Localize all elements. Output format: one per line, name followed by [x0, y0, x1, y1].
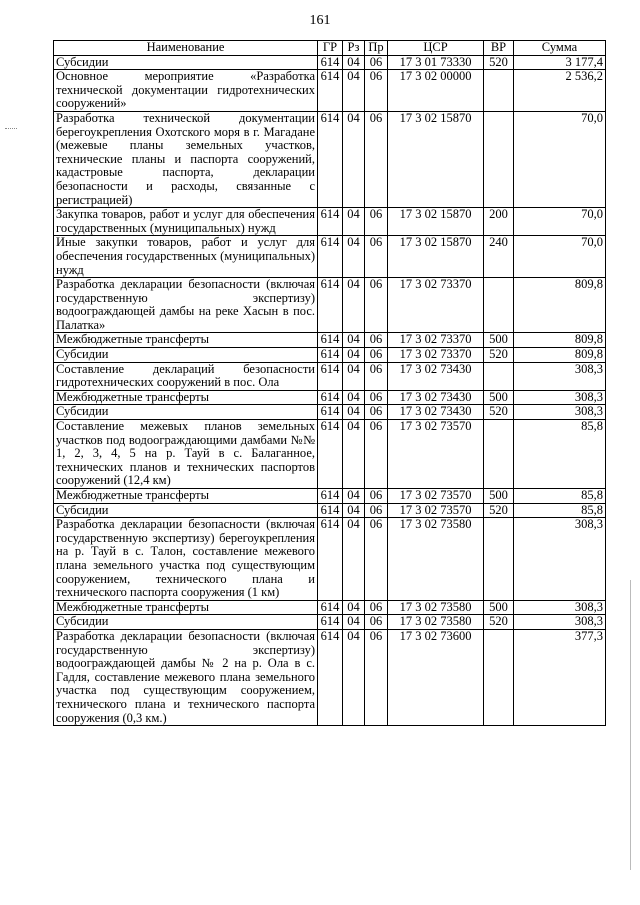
cell-name: Разработка декларации безопасности (включая государственную экспертизу) водоограждающей дамбы на реке Хасын в пос. Палатка»: [54, 278, 318, 333]
cell-vr: [484, 111, 514, 207]
table-row: [54, 348, 606, 363]
cell-gr: 614: [318, 333, 343, 348]
header-rz: Рз: [343, 41, 365, 56]
cell-vr: [484, 362, 514, 390]
cell-vr: [484, 278, 514, 333]
table-row: [54, 70, 606, 112]
header-vr: ВР: [484, 41, 514, 56]
cell-rz: 04: [343, 55, 365, 70]
cell-rz: 04: [343, 333, 365, 348]
cell-pr: 06: [365, 503, 388, 518]
cell-gr: 614: [318, 629, 343, 725]
cell-sum: 2 536,2: [514, 70, 606, 112]
cell-name: Субсидии: [54, 405, 318, 420]
cell-vr: 520: [484, 615, 514, 630]
cell-name: Межбюджетные трансферты: [54, 600, 318, 615]
table-row: [54, 362, 606, 390]
cell-csr: 17 3 02 73570: [388, 503, 484, 518]
scan-edge-line: [630, 580, 631, 870]
cell-name: Субсидии: [54, 503, 318, 518]
table-row: [54, 503, 606, 518]
cell-sum: 809,8: [514, 348, 606, 363]
cell-gr: 614: [318, 489, 343, 504]
cell-name: Межбюджетные трансферты: [54, 489, 318, 504]
cell-name: Субсидии: [54, 348, 318, 363]
cell-csr: 17 3 02 73430: [388, 390, 484, 405]
cell-rz: 04: [343, 600, 365, 615]
header-sum: Сумма: [514, 41, 606, 56]
cell-gr: 614: [318, 70, 343, 112]
cell-pr: 06: [365, 236, 388, 278]
cell-vr: [484, 629, 514, 725]
cell-rz: 04: [343, 70, 365, 112]
cell-sum: 308,3: [514, 405, 606, 420]
page-number: 161: [309, 13, 331, 28]
cell-vr: 500: [484, 333, 514, 348]
cell-sum: 809,8: [514, 333, 606, 348]
table-row: [54, 236, 606, 278]
cell-pr: 06: [365, 278, 388, 333]
cell-pr: 06: [365, 362, 388, 390]
table-row: [54, 55, 606, 70]
cell-sum: 308,3: [514, 600, 606, 615]
cell-gr: 614: [318, 615, 343, 630]
cell-pr: 06: [365, 70, 388, 112]
cell-pr: 06: [365, 489, 388, 504]
cell-rz: 04: [343, 390, 365, 405]
cell-sum: 70,0: [514, 111, 606, 207]
cell-pr: 06: [365, 348, 388, 363]
cell-name: Закупка товаров, работ и услуг для обеспечения государственных (муниципальных) нужд: [54, 208, 318, 236]
cell-rz: 04: [343, 278, 365, 333]
header-pr: Пр: [365, 41, 388, 56]
cell-sum: 85,8: [514, 503, 606, 518]
cell-pr: 06: [365, 420, 388, 489]
scan-artifact: [5, 128, 17, 130]
table-row: [54, 111, 606, 207]
table-body: [54, 55, 606, 726]
cell-pr: 06: [365, 518, 388, 601]
table-row: [54, 615, 606, 630]
cell-pr: 06: [365, 55, 388, 70]
cell-csr: 17 3 02 73370: [388, 333, 484, 348]
cell-gr: 614: [318, 236, 343, 278]
cell-rz: 04: [343, 420, 365, 489]
cell-rz: 04: [343, 629, 365, 725]
cell-vr: 240: [484, 236, 514, 278]
cell-vr: 500: [484, 390, 514, 405]
cell-sum: 809,8: [514, 278, 606, 333]
cell-csr: 17 3 02 73570: [388, 489, 484, 504]
cell-csr: 17 3 02 73600: [388, 629, 484, 725]
cell-sum: 308,3: [514, 518, 606, 601]
cell-name: Межбюджетные трансферты: [54, 390, 318, 405]
cell-csr: 17 3 02 73370: [388, 278, 484, 333]
cell-csr: 17 3 02 15870: [388, 208, 484, 236]
cell-pr: 06: [365, 333, 388, 348]
cell-gr: 614: [318, 362, 343, 390]
cell-gr: 614: [318, 405, 343, 420]
header-name: Наименование: [54, 41, 318, 56]
cell-pr: 06: [365, 600, 388, 615]
cell-vr: [484, 420, 514, 489]
cell-csr: 17 3 02 73430: [388, 405, 484, 420]
cell-gr: 614: [318, 503, 343, 518]
cell-name: Основное мероприятие «Разработка технической документации гидротехнических сооружений»: [54, 70, 318, 112]
table-row: [54, 405, 606, 420]
table-row: [54, 390, 606, 405]
cell-name: Субсидии: [54, 615, 318, 630]
cell-name: Межбюджетные трансферты: [54, 333, 318, 348]
budget-table: [53, 40, 606, 726]
cell-pr: 06: [365, 111, 388, 207]
cell-csr: 17 3 02 15870: [388, 111, 484, 207]
cell-name: Разработка декларации безопасности (включая государственную экспертизу) берегоукрепления на р. Тауй в с. Талон, составление межевого плана земельного участка под существующим сооружением, технического плана и технического паспорта сооружения (1 км): [54, 518, 318, 601]
cell-sum: 70,0: [514, 236, 606, 278]
table-row: [54, 518, 606, 601]
cell-sum: 308,3: [514, 362, 606, 390]
cell-gr: 614: [318, 348, 343, 363]
cell-vr: 500: [484, 600, 514, 615]
cell-gr: 614: [318, 518, 343, 601]
cell-csr: 17 3 02 73580: [388, 518, 484, 601]
cell-csr: 17 3 02 73580: [388, 615, 484, 630]
cell-vr: 520: [484, 405, 514, 420]
table-header-row: [54, 41, 606, 56]
cell-pr: 06: [365, 390, 388, 405]
cell-vr: 200: [484, 208, 514, 236]
cell-vr: 520: [484, 348, 514, 363]
cell-gr: 614: [318, 55, 343, 70]
cell-gr: 614: [318, 278, 343, 333]
cell-pr: 06: [365, 629, 388, 725]
cell-gr: 614: [318, 208, 343, 236]
header-csr: ЦСР: [388, 41, 484, 56]
cell-vr: 520: [484, 55, 514, 70]
cell-name: Составление деклараций безопасности гидротехнических сооружений в пос. Ола: [54, 362, 318, 390]
cell-rz: 04: [343, 503, 365, 518]
header-gr: ГР: [318, 41, 343, 56]
cell-rz: 04: [343, 518, 365, 601]
cell-pr: 06: [365, 405, 388, 420]
cell-sum: 377,3: [514, 629, 606, 725]
cell-name: Разработка декларации безопасности (включая государственную экспертизу) водоограждающей дамбы № 2 на р. Ола в с. Гадля, составление межевого плана земельного участка под существующим сооружением, технического плана и технического паспорта сооружения (0,3 км.): [54, 629, 318, 725]
cell-name: Составление межевых планов земельных участков под водоограждающими дамбами №№ 1, 2, 3, 4, 5 на р. Тауй в с. Балаганное, технических планов и технических паспортов сооружений (12,4 км): [54, 420, 318, 489]
cell-csr: 17 3 02 73370: [388, 348, 484, 363]
cell-rz: 04: [343, 236, 365, 278]
table-row: [54, 420, 606, 489]
cell-gr: 614: [318, 111, 343, 207]
cell-csr: 17 3 02 15870: [388, 236, 484, 278]
cell-sum: 3 177,4: [514, 55, 606, 70]
cell-vr: [484, 518, 514, 601]
cell-rz: 04: [343, 111, 365, 207]
cell-csr: 17 3 02 73580: [388, 600, 484, 615]
cell-name: Субсидии: [54, 55, 318, 70]
cell-rz: 04: [343, 208, 365, 236]
cell-sum: 308,3: [514, 615, 606, 630]
cell-rz: 04: [343, 348, 365, 363]
cell-sum: 308,3: [514, 390, 606, 405]
table-row: [54, 333, 606, 348]
cell-sum: 70,0: [514, 208, 606, 236]
cell-csr: 17 3 01 73330: [388, 55, 484, 70]
table-row: [54, 600, 606, 615]
cell-rz: 04: [343, 615, 365, 630]
cell-rz: 04: [343, 362, 365, 390]
table-row: [54, 629, 606, 725]
cell-sum: 85,8: [514, 420, 606, 489]
table-row: [54, 278, 606, 333]
cell-pr: 06: [365, 208, 388, 236]
cell-vr: 500: [484, 489, 514, 504]
cell-name: Разработка технической документации берегоукрепления Охотского моря в г. Магадане (межевые планы земельных участков, технические планы и паспорта сооружений, кадастровые паспорта, декларации безопасности и расходы, связанные с регистрацией): [54, 111, 318, 207]
table-row: [54, 208, 606, 236]
cell-csr: 17 3 02 73430: [388, 362, 484, 390]
cell-gr: 614: [318, 420, 343, 489]
cell-gr: 614: [318, 390, 343, 405]
table-row: [54, 489, 606, 504]
cell-vr: [484, 70, 514, 112]
cell-pr: 06: [365, 615, 388, 630]
cell-sum: 85,8: [514, 489, 606, 504]
cell-gr: 614: [318, 600, 343, 615]
cell-name: Иные закупки товаров, работ и услуг для обеспечения государственных (муниципальных) нужд: [54, 236, 318, 278]
cell-rz: 04: [343, 489, 365, 504]
cell-rz: 04: [343, 405, 365, 420]
cell-vr: 520: [484, 503, 514, 518]
cell-csr: 17 3 02 73570: [388, 420, 484, 489]
cell-csr: 17 3 02 00000: [388, 70, 484, 112]
